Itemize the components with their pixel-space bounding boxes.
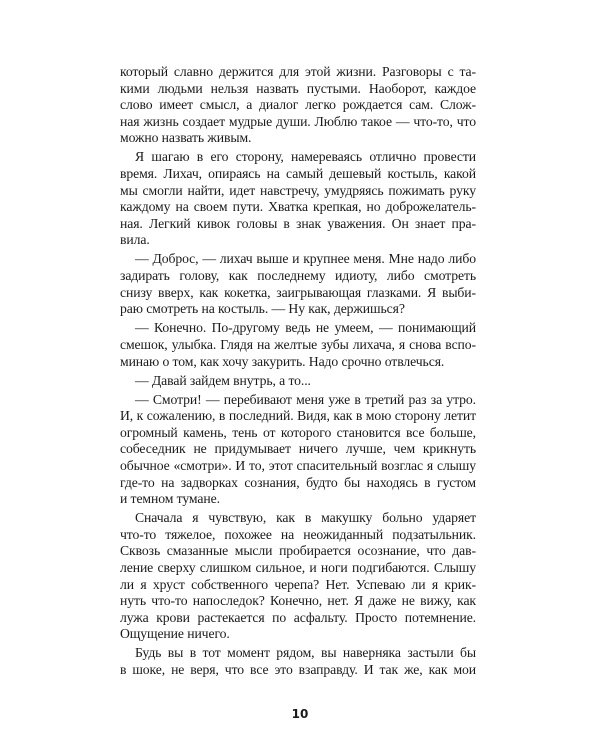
text-line: ная жизнь создает мудрые души. Люблю такое — что-то, что <box>120 113 476 129</box>
text-line: кими людьми нельзя назвать пустыми. Наоборот, каждое <box>120 80 476 96</box>
text-line: — Доброс, — лихач выше и крупнее меня. Мне надо либо <box>135 251 476 267</box>
text-line: нуть что-то напоследок? Конечно, нет. Я даже не вижу, как <box>120 593 476 609</box>
text-line: и темном тумане. <box>120 491 220 507</box>
text-line: Будь вы в тот момент рядом, вы наверняка застыли бы <box>135 645 476 661</box>
text-line: слово имеет смысл, а диалог легко рождается сам. Слож- <box>120 97 476 113</box>
text-line: — Конечно. По-другому ведь не умеем, — понимающий <box>135 320 476 336</box>
text-line: минаю о том, как хочу закурить. Надо срочно отвлечься. <box>120 353 445 369</box>
text-line: ли я хруст собственного черепа? Нет. Успеваю ли я крик- <box>120 576 476 592</box>
text-line: ление сверху слишком сильное, и ноги подгибаются. Слышу <box>120 560 476 575</box>
text-line: Я шагаю в его сторону, намереваясь отлично провести <box>135 149 476 165</box>
text-line: лужа крови растекается по асфальту. Просто потемнение. <box>120 609 476 625</box>
text-line: каждому на своем пути. Хватка крепкая, но доброжелатель- <box>120 199 476 215</box>
text-line: Ощущение ничего. <box>120 626 230 642</box>
text-line: обычное «смотри». И то, этот спасительный возглас я слышу <box>120 458 476 473</box>
text-line: ная. Легкий кивок головы в знак уважения. Он знает пра- <box>120 215 476 231</box>
text-line: который славно держится для этой жизни. Разговоры с та- <box>120 64 476 79</box>
text-line: раю смотреть на костыль. — Ну как, держишься? <box>120 301 405 317</box>
text-line: Сначала я чувствую, как в макушку больно ударяет <box>135 510 476 526</box>
text-line: собеседник не придумывает ничего лучше, чем крикнуть <box>120 441 476 457</box>
text-line: Сквозь смазанные мысли пробирается осознание, что дав- <box>120 543 476 559</box>
text-line: снизу вверх, как кокетка, заигрывающая глазками. Я выби- <box>120 284 476 300</box>
text-line: огромный камень, тень от которого становится все больше, <box>120 424 476 440</box>
text-line: задирать голову, как последнему идиоту, либо смотреть <box>120 268 476 283</box>
page-number: 10 <box>291 707 309 721</box>
text-line: — Смотри! — перебивают меня уже в третий раз за утро. <box>135 391 476 407</box>
text-line: где-то на задворках сознания, будто бы находясь в густом <box>120 474 476 490</box>
text-line: можно назвать живым. <box>120 130 252 146</box>
text-line: смешок, улыбка. Глядя на желтые зубы лихача, я снова вспо- <box>120 336 476 352</box>
text-line: в шоке, не веря, что все это взаправду. И так же, как мои <box>120 662 476 677</box>
text-line: И, к сожалению, в последний. Видя, как в мою сторону летит <box>120 408 476 424</box>
text-line: время. Лихач, опираясь на самый дешевый костыль, какой <box>120 166 476 181</box>
text-line: мы смогли найти, идет навстречу, умудряясь пожимать руку <box>120 182 476 198</box>
text-line: вила. <box>120 232 150 248</box>
text-line: — Давай зайдем внутрь, а то... <box>135 372 311 388</box>
text-line: что-то тяжелое, похожее на неожиданный подзатыльник. <box>120 526 476 542</box>
